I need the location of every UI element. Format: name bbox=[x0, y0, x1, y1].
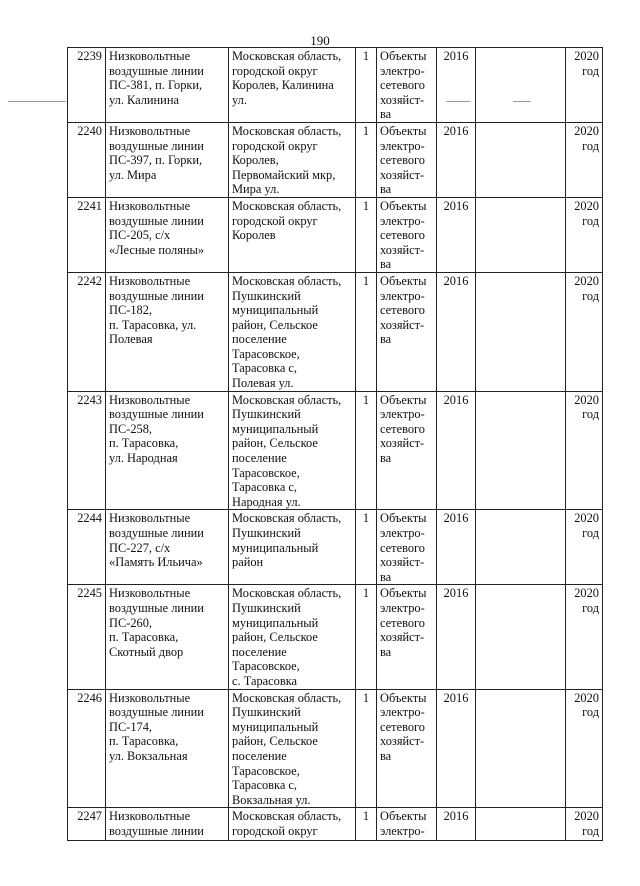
object-name-line: ул. Народная bbox=[109, 451, 178, 466]
object-category-line: ва bbox=[380, 748, 392, 763]
deadline-line: год bbox=[582, 823, 599, 838]
object-name-line: ул. Вокзальная bbox=[109, 748, 188, 763]
object-category-line: хозяйст- bbox=[380, 92, 425, 107]
deadline-cell bbox=[566, 391, 603, 510]
object-address-line: Тарасовка с, bbox=[232, 778, 298, 793]
object-category-line: Объекты bbox=[380, 198, 427, 213]
deadline-line: 2020 bbox=[574, 123, 599, 138]
note-cell bbox=[476, 272, 566, 391]
deadline-line: 2020 bbox=[574, 273, 599, 288]
object-address-line: Пушкинский bbox=[232, 526, 301, 540]
deadline-line: год bbox=[582, 63, 599, 78]
object-name-line: п. Тарасовка, bbox=[109, 734, 179, 749]
object-name-cell bbox=[106, 122, 229, 197]
object-name-line: воздушные линии bbox=[109, 823, 204, 838]
deadline-cell bbox=[566, 48, 603, 123]
object-category-line: электро- bbox=[380, 600, 425, 615]
object-address-line: муниципальный bbox=[232, 303, 319, 318]
registry-rows bbox=[68, 48, 603, 841]
deadline-cell bbox=[566, 272, 603, 391]
object-category-cell bbox=[377, 391, 437, 510]
object-address-line: Тарасовское, bbox=[232, 465, 300, 480]
object-address-line: Московская область, bbox=[232, 198, 342, 213]
object-address-line: муниципальный bbox=[232, 540, 319, 555]
deadline-line: 2020 bbox=[574, 690, 599, 705]
object-address-line: район bbox=[232, 555, 264, 570]
object-address-line: Московская область, bbox=[232, 49, 342, 63]
scan-speck bbox=[8, 101, 66, 102]
object-category-line: электро- bbox=[380, 407, 425, 422]
object-name-line: ул. Мира bbox=[109, 167, 157, 182]
object-category-line: Объекты bbox=[380, 49, 427, 63]
object-name-line: Скотный двор bbox=[109, 644, 184, 659]
note-cell bbox=[476, 197, 566, 272]
object-category-line: сетевого bbox=[380, 228, 425, 243]
object-name-line: ПС-258, bbox=[109, 421, 153, 436]
object-name-line: п. Тарасовка, bbox=[109, 630, 179, 645]
object-category-line: электро- bbox=[380, 705, 425, 720]
object-category-line: электро- bbox=[380, 138, 425, 153]
object-address-line: Московская область, bbox=[232, 809, 342, 824]
deadline-line: год bbox=[582, 138, 599, 153]
quantity-cell: 1 bbox=[356, 510, 377, 585]
object-name-line: ПС-205, с/х bbox=[109, 228, 171, 243]
object-category-line: электро- bbox=[380, 63, 425, 78]
note-cell bbox=[476, 510, 566, 585]
object-category-line: сетевого bbox=[380, 78, 425, 93]
object-name-line: воздушные линии bbox=[109, 138, 204, 153]
deadline-cell bbox=[566, 585, 603, 689]
object-name-line: ПС-381, п. Горки, bbox=[109, 78, 203, 93]
object-address-line: Мира ул. bbox=[232, 182, 280, 197]
object-category-line: сетевого bbox=[380, 540, 425, 555]
object-name-line: Низковольтные bbox=[109, 123, 191, 138]
object-category-line: хозяйст- bbox=[380, 317, 425, 332]
row-number-cell: 2247 bbox=[68, 808, 106, 841]
object-address-line: Московская область, bbox=[232, 123, 342, 138]
table-row bbox=[68, 391, 603, 510]
object-address-cell bbox=[229, 808, 356, 841]
object-name-line: ПС-174, bbox=[109, 719, 153, 734]
deadline-line: год bbox=[582, 705, 599, 720]
deadline-line: год bbox=[582, 213, 599, 228]
object-category-line: Объекты bbox=[380, 273, 427, 288]
object-name-line: Низковольтные bbox=[109, 198, 191, 213]
object-name-line: п. Тарасовка, ул. bbox=[109, 317, 197, 332]
quantity-cell: 1 bbox=[356, 48, 377, 123]
table-row bbox=[68, 808, 603, 841]
note-cell bbox=[476, 585, 566, 689]
year-cell: 2016 bbox=[437, 585, 476, 689]
object-address-line: район, Сельское bbox=[232, 630, 318, 645]
table-row bbox=[68, 48, 603, 123]
object-address-line: Пушкинский bbox=[232, 705, 301, 720]
object-address-line: ул. bbox=[232, 92, 247, 107]
object-name-line: ПС-182, bbox=[109, 303, 153, 318]
object-address-line: Тарасовское, bbox=[232, 346, 300, 361]
year-cell: 2016 bbox=[437, 510, 476, 585]
object-address-cell bbox=[229, 689, 356, 808]
object-name-line: Низковольтные bbox=[109, 49, 191, 63]
table-row bbox=[68, 585, 603, 689]
deadline-line: год bbox=[582, 288, 599, 303]
object-name-line: воздушные линии bbox=[109, 63, 204, 78]
note-cell bbox=[476, 808, 566, 841]
row-number-cell: 2240 bbox=[68, 122, 106, 197]
deadline-line: год bbox=[582, 407, 599, 422]
object-address-line: Тарасовка с, bbox=[232, 361, 298, 376]
object-address-line: Московская область, bbox=[232, 392, 342, 407]
object-address-line: Народная ул. bbox=[232, 494, 301, 509]
deadline-line: год bbox=[582, 526, 599, 540]
table-row bbox=[68, 272, 603, 391]
object-address-line: Вокзальная ул. bbox=[232, 792, 311, 807]
note-cell bbox=[476, 48, 566, 123]
object-address-line: район, Сельское bbox=[232, 436, 318, 451]
object-address-line: Пушкинский bbox=[232, 407, 301, 422]
object-name-cell bbox=[106, 391, 229, 510]
table-row bbox=[68, 510, 603, 585]
row-number-cell: 2246 bbox=[68, 689, 106, 808]
object-address-line: район, Сельское bbox=[232, 734, 318, 749]
note-cell bbox=[476, 122, 566, 197]
year-cell: 2016 bbox=[437, 272, 476, 391]
object-address-line: Московская область, bbox=[232, 690, 342, 705]
deadline-line: 2020 bbox=[574, 511, 599, 526]
object-category-line: хозяйст- bbox=[380, 436, 425, 451]
object-category-line: сетевого bbox=[380, 421, 425, 436]
object-address-cell bbox=[229, 122, 356, 197]
deadline-cell bbox=[566, 689, 603, 808]
object-name-line: воздушные линии bbox=[109, 213, 204, 228]
deadline-cell bbox=[566, 510, 603, 585]
object-category-line: хозяйст- bbox=[380, 555, 425, 570]
object-name-cell bbox=[106, 272, 229, 391]
object-address-line: городской округ bbox=[232, 213, 318, 228]
table-row bbox=[68, 689, 603, 808]
object-category-line: сетевого bbox=[380, 719, 425, 734]
row-number-cell: 2239 bbox=[68, 48, 106, 123]
object-category-line: ва bbox=[380, 644, 392, 659]
row-number-cell: 2243 bbox=[68, 391, 106, 510]
object-category-cell bbox=[377, 808, 437, 841]
object-address-line: поселение bbox=[232, 644, 287, 659]
object-address-cell bbox=[229, 48, 356, 123]
object-address-line: район, Сельское bbox=[232, 317, 318, 332]
object-category-cell bbox=[377, 272, 437, 391]
year-cell: 2016 bbox=[437, 122, 476, 197]
object-address-line: Пушкинский bbox=[232, 600, 301, 615]
object-category-line: сетевого bbox=[380, 615, 425, 630]
object-address-line: Королев, Калинина bbox=[232, 78, 334, 93]
object-category-line: электро- bbox=[380, 213, 425, 228]
object-name-line: Низковольтные bbox=[109, 392, 191, 407]
object-category-line: ва bbox=[380, 257, 392, 272]
object-category-line: ва bbox=[380, 451, 392, 466]
object-address-line: муниципальный bbox=[232, 615, 319, 630]
object-category-line: хозяйст- bbox=[380, 167, 425, 182]
object-address-line: городской округ bbox=[232, 63, 318, 78]
deadline-line: 2020 bbox=[574, 809, 599, 824]
object-name-cell bbox=[106, 48, 229, 123]
row-number-cell: 2245 bbox=[68, 585, 106, 689]
note-cell bbox=[476, 391, 566, 510]
object-category-line: ва bbox=[380, 182, 392, 197]
page-number: 190 bbox=[310, 33, 330, 48]
object-category-line: Объекты bbox=[380, 690, 427, 705]
object-category-line: хозяйст- bbox=[380, 734, 425, 749]
object-address-line: Первомайский мкр, bbox=[232, 167, 336, 182]
object-name-line: ПС-227, с/х bbox=[109, 540, 171, 555]
quantity-cell: 1 bbox=[356, 122, 377, 197]
object-category-line: ва bbox=[380, 569, 392, 584]
object-address-line: муниципальный bbox=[232, 719, 319, 734]
object-name-cell bbox=[106, 585, 229, 689]
object-category-line: Объекты bbox=[380, 392, 427, 407]
object-category-cell bbox=[377, 197, 437, 272]
quantity-cell: 1 bbox=[356, 272, 377, 391]
object-name-line: ПС-397, п. Горки, bbox=[109, 153, 203, 168]
object-address-cell bbox=[229, 272, 356, 391]
object-name-line: Низковольтные bbox=[109, 273, 191, 288]
table-row bbox=[68, 197, 603, 272]
object-name-line: воздушные линии bbox=[109, 526, 204, 540]
deadline-cell bbox=[566, 808, 603, 841]
object-category-line: электро- bbox=[380, 288, 425, 303]
object-category-line: ва bbox=[380, 107, 392, 122]
object-name-line: воздушные линии bbox=[109, 600, 204, 615]
object-category-cell bbox=[377, 585, 437, 689]
object-address-cell bbox=[229, 391, 356, 510]
object-address-line: муниципальный bbox=[232, 421, 319, 436]
object-name-line: Низковольтные bbox=[109, 690, 191, 705]
year-cell: 2016 bbox=[437, 689, 476, 808]
deadline-line: 2020 bbox=[574, 49, 599, 63]
object-address-line: городской округ bbox=[232, 138, 318, 153]
object-category-line: электро- bbox=[380, 526, 425, 540]
object-category-line: Объекты bbox=[380, 123, 427, 138]
deadline-line: 2020 bbox=[574, 586, 599, 601]
object-name-line: «Лесные поляны» bbox=[109, 242, 205, 257]
object-category-cell bbox=[377, 122, 437, 197]
deadline-cell bbox=[566, 122, 603, 197]
object-name-line: воздушные линии bbox=[109, 288, 204, 303]
object-category-line: ва bbox=[380, 332, 392, 347]
object-address-line: Пушкинский bbox=[232, 288, 301, 303]
year-cell: 2016 bbox=[437, 808, 476, 841]
note-cell bbox=[476, 689, 566, 808]
year-cell: 2016 bbox=[437, 48, 476, 123]
row-number-cell: 2241 bbox=[68, 197, 106, 272]
object-category-line: электро- bbox=[380, 823, 425, 838]
deadline-line: год bbox=[582, 600, 599, 615]
object-address-line: с. Тарасовка bbox=[232, 673, 298, 688]
object-address-line: Московская область, bbox=[232, 511, 342, 526]
object-category-line: Объекты bbox=[380, 511, 427, 526]
object-name-cell bbox=[106, 689, 229, 808]
object-category-cell bbox=[377, 689, 437, 808]
quantity-cell: 1 bbox=[356, 585, 377, 689]
object-category-cell bbox=[377, 48, 437, 123]
object-name-cell bbox=[106, 197, 229, 272]
object-name-cell bbox=[106, 510, 229, 585]
row-number-cell: 2242 bbox=[68, 272, 106, 391]
object-address-line: Тарасовское, bbox=[232, 763, 300, 778]
object-name-line: ул. Калинина bbox=[109, 92, 179, 107]
object-address-cell bbox=[229, 197, 356, 272]
object-name-line: Низковольтные bbox=[109, 586, 191, 601]
object-category-cell bbox=[377, 510, 437, 585]
object-address-line: Королев, bbox=[232, 153, 279, 168]
object-address-line: Московская область, bbox=[232, 586, 342, 601]
object-name-line: воздушные линии bbox=[109, 705, 204, 720]
object-category-line: Объекты bbox=[380, 809, 427, 824]
object-address-line: Тарасовка с, bbox=[232, 480, 298, 495]
object-address-line: поселение bbox=[232, 451, 287, 466]
object-category-line: хозяйст- bbox=[380, 242, 425, 257]
deadline-cell bbox=[566, 197, 603, 272]
object-address-cell bbox=[229, 585, 356, 689]
object-address-line: городской округ bbox=[232, 823, 318, 838]
object-address-line: Тарасовское, bbox=[232, 659, 300, 674]
object-name-line: Низковольтные bbox=[109, 809, 191, 824]
object-category-line: сетевого bbox=[380, 303, 425, 318]
object-category-line: хозяйст- bbox=[380, 630, 425, 645]
quantity-cell: 1 bbox=[356, 808, 377, 841]
object-category-line: Объекты bbox=[380, 586, 427, 601]
object-address-line: Московская область, bbox=[232, 273, 342, 288]
object-address-line: Полевая ул. bbox=[232, 376, 294, 391]
year-cell: 2016 bbox=[437, 197, 476, 272]
deadline-line: 2020 bbox=[574, 198, 599, 213]
object-name-line: «Память Ильича» bbox=[109, 555, 203, 570]
row-number-cell: 2244 bbox=[68, 510, 106, 585]
quantity-cell: 1 bbox=[356, 391, 377, 510]
object-category-line: сетевого bbox=[380, 153, 425, 168]
quantity-cell: 1 bbox=[356, 689, 377, 808]
object-address-line: поселение bbox=[232, 332, 287, 347]
object-address-line: Королев bbox=[232, 228, 276, 243]
table-row bbox=[68, 122, 603, 197]
object-name-line: воздушные линии bbox=[109, 407, 204, 422]
object-address-cell bbox=[229, 510, 356, 585]
object-name-line: п. Тарасовка, bbox=[109, 436, 179, 451]
quantity-cell: 1 bbox=[356, 197, 377, 272]
object-name-cell bbox=[106, 808, 229, 841]
object-name-line: ПС-260, bbox=[109, 615, 153, 630]
registry-table bbox=[67, 47, 603, 841]
object-name-line: Полевая bbox=[109, 332, 153, 347]
object-address-line: поселение bbox=[232, 748, 287, 763]
year-cell: 2016 bbox=[437, 391, 476, 510]
deadline-line: 2020 bbox=[574, 392, 599, 407]
object-name-line: Низковольтные bbox=[109, 511, 191, 526]
